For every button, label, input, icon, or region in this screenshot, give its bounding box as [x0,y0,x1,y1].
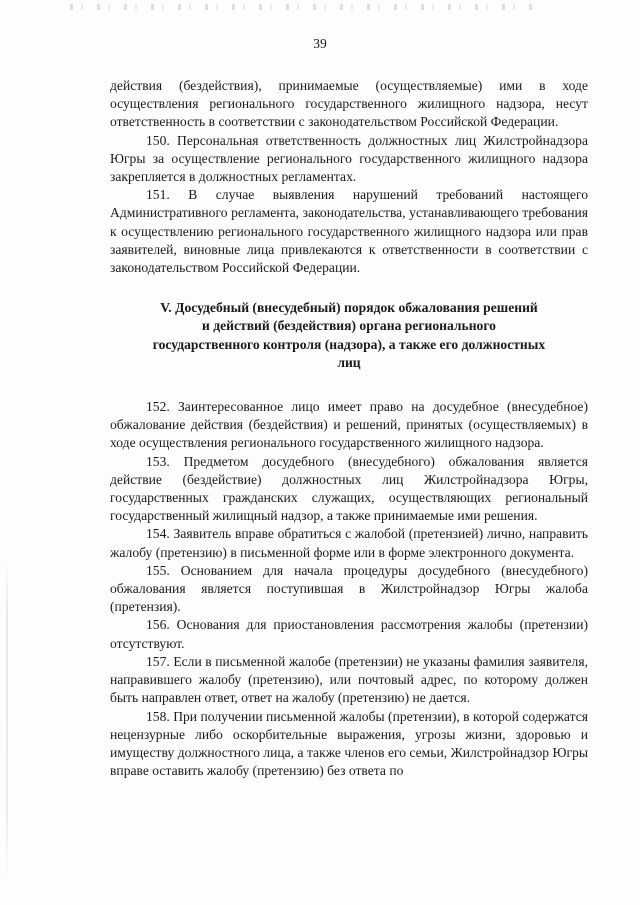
section-heading-line: государственного контроля (надзора), а также его должностных [152,336,546,352]
paragraph-158: 158. При получении письменной жалобы (претензии), в которой содержатся нецензурные либо оскорбительные выражения, угрозы жизни, здоровью и имуществу должностного лица, а также членов его семьи, Жилстройнадзор Югры вправе оставить жалобу (претензию) без ответа по [110,708,589,779]
section-heading-line: V. Досудебный (внесудебный) порядок обжалования решений [160,300,538,316]
scan-artifact-top [70,4,540,10]
paragraph-155: 155. Основанием для начала процедуры досудебного (внесудебного) обжалования является поступившая в Жилстройнадзор Югры жалоба (претензия). [110,562,588,615]
paragraph-154: 154. Заявитель вправе обратиться с жалобой (претензией) лично, направить жалобу (претензию) в письменной форме или в форме электронного документа. [110,526,588,560]
section-heading-line: и действий (бездействия) органа регионального [202,318,496,334]
paragraph-152: 152. Заинтересованное лицо имеет право на досудебное (внесудебное) обжалование действия (бездействия) и решений, принятых (осуществляемых) в ходе осуществления регионального государственного жилищного надзора. [110,399,588,451]
paragraph-150: 150. Персональная ответственность должностных лиц Жилстройнадзора Югры за осуществление регионального государственного жилищного надзора закрепляется в должностных регламентах. [110,132,588,185]
document-body [110,77,588,780]
paragraph-153: 153. Предметом досудебного (внесудебного) обжалования является действие (бездействие) должностных лиц Жилстройнадзора Югры, государственных гражданских служащих, осуществляющих региональный государственный жилищный надзор, а также принимаемые ими решения. [110,453,588,524]
paragraphs-after [110,398,588,780]
paragraphs-before [110,77,588,277]
paragraph: действия (бездействия), принимаемые (осуществляемые) ими в ходе осуществления регионального государственного жилищного надзора, несут ответственность в соответствии с законодательством Российской Федерации. [110,78,588,130]
section-heading [110,299,588,372]
scan-artifact-left [6,560,8,880]
section-heading-line: лиц [337,354,361,370]
paragraph-157: 157. Если в письменной жалобе (претензии) не указаны фамилия заявителя, направившего жалобу (претензию), или почтовый адрес, по которому должен быть направлен ответ, ответ на жалобу (претензию) не дается. [110,653,588,706]
paragraph-151: 151. В случае выявления нарушений требований настоящего Административного регламента, законодательства, устанавливающего требования к осуществлению регионального государственного жилищного надзора или прав заявителей, виновные лица привлекаются к ответственности в соответствии с законодательством Российской Федерации. [110,187,588,276]
page-number: 39 [313,36,327,51]
paragraph-156: 156. Основания для приостановления рассмотрения жалобы (претензии) отсутствуют. [110,617,588,651]
